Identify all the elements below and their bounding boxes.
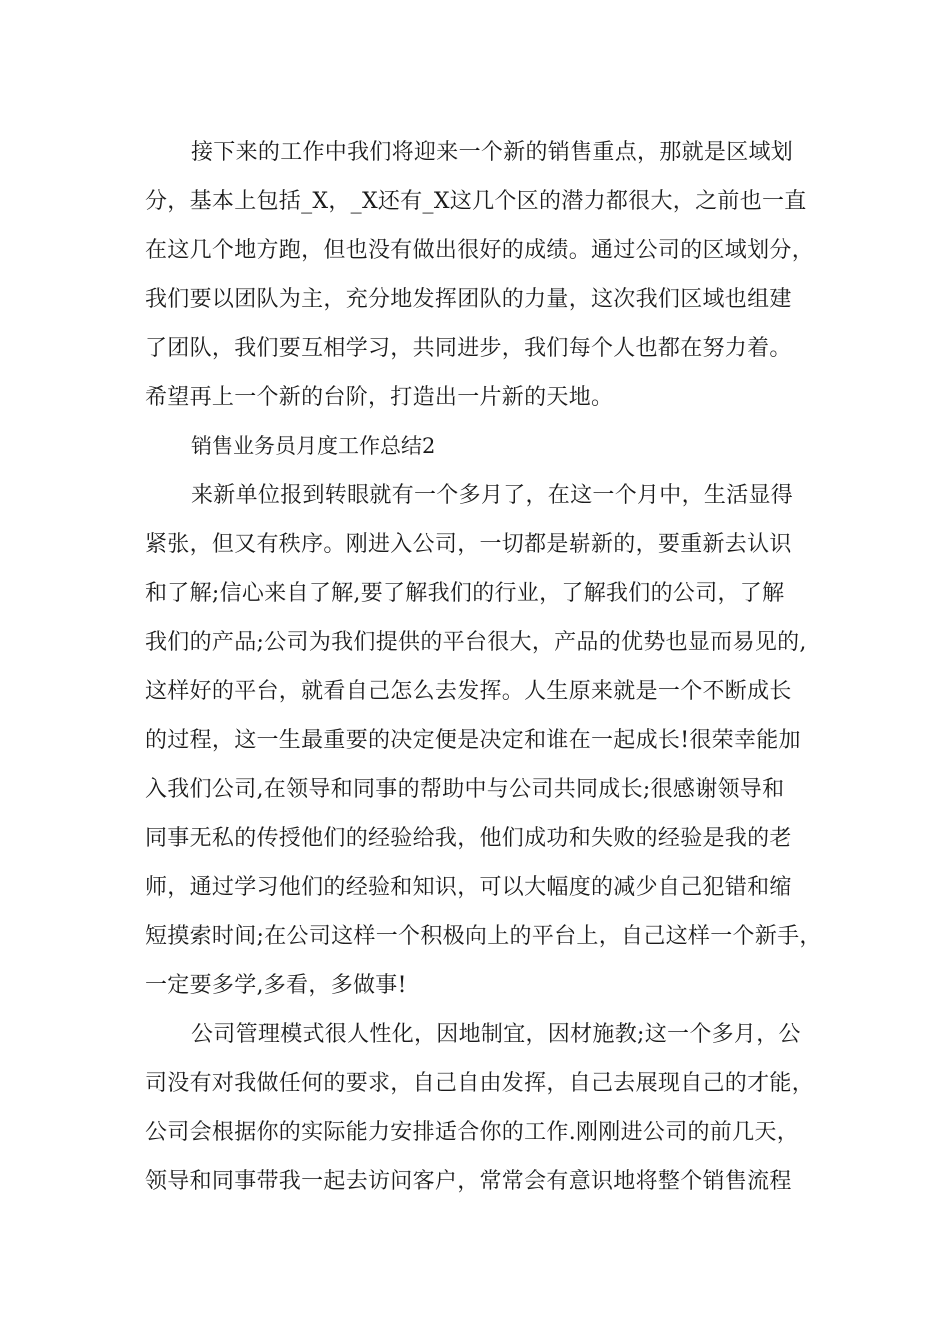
- text-line: 的过程，这一生最重要的决定便是决定和谁在一起成长!很荣幸能加: [145, 728, 801, 753]
- paragraph-3: [145, 1010, 825, 1206]
- text-line: 我们的产品;公司为我们提供的平台很大，产品的优势也显而易见的,: [145, 630, 807, 655]
- section-title: 销售业务员月度工作总结2: [191, 434, 436, 458]
- text-line: 接下来的工作中我们将迎来一个新的销售重点，那就是区域划: [191, 140, 794, 165]
- text-line: 短摸索时间;在公司这样一个积极向上的平台上，自己这样一个新手，: [145, 924, 822, 949]
- text-line: 公司管理模式很人性化，因地制宜，因材施教;这一个多月，公: [191, 1022, 801, 1047]
- text-line: 了团队，我们要互相学习，共同进步，我们每个人也都在努力着。: [145, 336, 792, 361]
- text-line: 在这几个地方跑，但也没有做出很好的成绩。通过公司的区域划分，: [145, 238, 815, 263]
- text-line: 入我们公司,在领导和同事的帮助中与公司共同成长;很感谢领导和: [145, 777, 785, 802]
- text-line: 和了解;信心来自了解,要了解我们的行业，了解我们的公司，了解: [145, 581, 785, 606]
- text-line: 一定要多学,多看，多做事!: [145, 973, 407, 998]
- text-line: 这样好的平台，就看自己怎么去发挥。人生原来就是一个不断成长: [145, 679, 792, 704]
- text-line: 分，基本上包括_X，_X还有_X这几个区的潜力都很大，之前也一直: [145, 189, 807, 214]
- paragraph-2: [145, 471, 825, 1010]
- text-line: 司没有对我做任何的要求，自己自由发挥，自己去展现自己的才能，: [145, 1071, 815, 1096]
- paragraph-1: [145, 128, 825, 422]
- text-line: 希望再上一个新的台阶，打造出一片新的天地。: [145, 385, 614, 410]
- document-body: [145, 128, 825, 1206]
- text-line: 公司会根据你的实际能力安排适合你的工作.刚刚进公司的前几天，: [145, 1120, 799, 1145]
- text-line: 领导和同事带我一起去访问客户，常常会有意识地将整个销售流程: [145, 1169, 792, 1194]
- text-line: 师，通过学习他们的经验和知识，可以大幅度的减少自己犯错和缩: [145, 875, 792, 900]
- text-line: 来新单位报到转眼就有一个多月了，在这一个月中，生活显得: [191, 483, 794, 508]
- text-line: 同事无私的传授他们的经验给我，他们成功和失败的经验是我的老: [145, 826, 792, 851]
- text-line: 我们要以团队为主，充分地发挥团队的力量，这次我们区域也组建: [145, 287, 792, 312]
- text-line: 紧张，但又有秩序。刚进入公司，一切都是崭新的，要重新去认识: [145, 532, 792, 557]
